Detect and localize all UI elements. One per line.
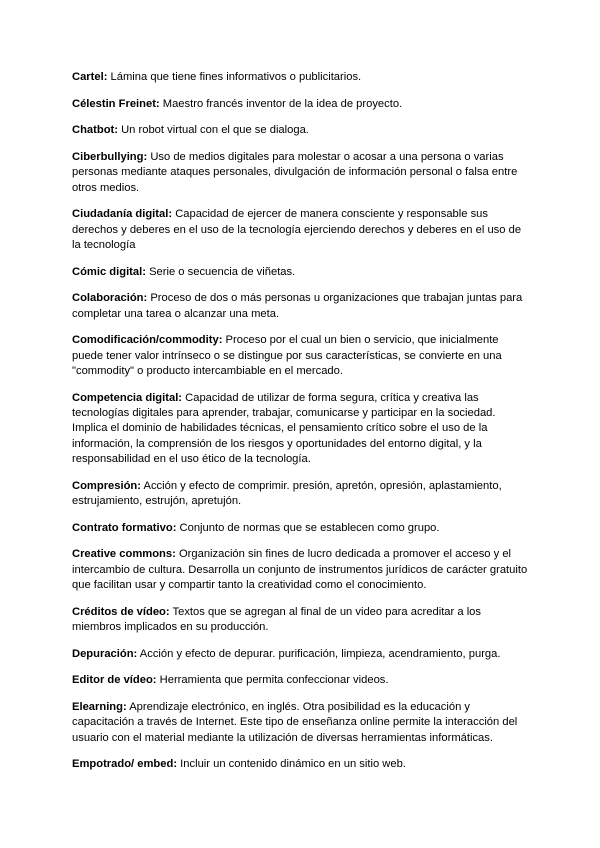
glossary-term: Depuración:	[72, 647, 138, 660]
glossary-entry-empotrado-embed	[72, 757, 528, 772]
glossary-entry-celestin-freinet	[72, 97, 528, 112]
glossary-entry-comodificacion	[72, 333, 528, 379]
glossary-entry-compresion	[72, 479, 528, 510]
glossary-term: Creative commons:	[72, 548, 176, 561]
glossary-definition: Acción y efecto de depurar. purificación, limpieza, acendramiento, purga.	[139, 647, 501, 660]
glossary-entry-colaboracion	[72, 291, 528, 322]
glossary-entry-depuracion	[72, 647, 528, 662]
glossary-entry-editor-de-video	[72, 673, 528, 688]
glossary-entry-creative-commons	[72, 547, 528, 593]
glossary-definition: Herramienta que permita confeccionar videos.	[159, 674, 389, 687]
glossary-definition: Acción y efecto de comprimir. presión, apretón, opresión, aplastamiento, estrujamiento, estrujón, apretujón.	[72, 479, 502, 508]
glossary-definition: Serie o secuencia de viñetas.	[149, 265, 296, 278]
glossary-entry-competencia-digital	[72, 391, 528, 468]
glossary-definition: Incluir un contenido dinámico en un sitio web.	[180, 758, 406, 771]
glossary-definition: Organización sin fines de lucro dedicada a promover el acceso y el intercambio de cultura. Desarrolla un conjunto de instrumentos jurídicos de carácter gratuito que facilitan usar y compartir tanto la creatividad como el conocimiento.	[72, 548, 528, 592]
glossary-term: Ciudadanía digital:	[72, 208, 173, 221]
glossary-term: Ciberbullying:	[72, 150, 148, 163]
glossary-entry-comic-digital	[72, 265, 528, 280]
glossary-term: Colaboración:	[72, 292, 148, 305]
glossary-definition: Uso de medios digitales para molestar o acosar a una persona o varias personas mediante ataques personales, divulgación de información personal o falsa entre otros medios.	[72, 150, 518, 194]
glossary-definition: Lámina que tiene fines informativos o publicitarios.	[110, 71, 362, 83]
glossary-definition: Un robot virtual con el que se dialoga.	[121, 124, 309, 137]
glossary-term: Contrato formativo:	[72, 521, 177, 534]
glossary-term: Cómic digital:	[72, 265, 146, 278]
glossary-definition: Proceso por el cual un bien o servicio, que inicialmente puede tener valor intrínseco o se distingue por sus características, se convierte en una "commodity" o producto intercambiable en el mercado.	[72, 334, 502, 377]
glossary-term: Empotrado/ embed:	[72, 758, 178, 771]
glossary-definition: Capacidad de ejercer de manera consciente y responsable sus derechos y deberes en el uso de la tecnología ejerciendo derechos y deberes en el uso de la tecnología	[72, 208, 522, 251]
glossary-definition: Proceso de dos o más personas u organizaciones que trabajan juntas para completar una tarea o alcanzar una meta.	[72, 292, 523, 320]
glossary-definition: Capacidad de utilizar de forma segura, crítica y creativa las tecnologías digitales para aprender, trabajar, comunicarse y participar en la sociedad. Implica el dominio de habilidades técnicas, el pensamiento crítico sobre el uso de la información, la comprensión de los riesgos y oportunidades del entorno digital, y la responsabilidad en el uso ético de la tecnología.	[72, 391, 496, 466]
glossary-entry-elearning	[72, 700, 528, 746]
glossary-term: Comodificación/commodity:	[72, 334, 223, 347]
glossary-entry-ciudadania-digital	[72, 207, 528, 253]
glossary-definition: Conjunto de normas que se establecen como grupo.	[179, 521, 440, 534]
glossary-term: Elearning:	[72, 701, 127, 713]
glossary-term: Célestin Freinet:	[72, 97, 160, 110]
glossary-definition: Textos que se agregan al final de un video para acreditar a los miembros implicados en su producción.	[72, 605, 481, 634]
glossary-entry-contrato-formativo	[72, 521, 528, 536]
glossary-entry-creditos-de-video	[72, 605, 528, 636]
glossary-entry-ciberbullying	[72, 150, 528, 196]
glossary-term: Créditos de vídeo:	[72, 605, 170, 618]
glossary-entry-chatbot	[72, 123, 528, 138]
glossary-entry-cartel	[72, 70, 528, 85]
glossary-term: Cartel:	[72, 71, 108, 83]
glossary-definition: Maestro francés inventor de la idea de proyecto.	[162, 97, 403, 110]
glossary-page	[72, 70, 528, 784]
glossary-term: Chatbot:	[72, 124, 118, 137]
glossary-term: Compresión:	[72, 479, 141, 492]
glossary-term: Competencia digital:	[72, 391, 183, 404]
glossary-term: Editor de vídeo:	[72, 674, 157, 687]
glossary-definition: Aprendizaje electrónico, en inglés. Otra posibilidad es la educación y capacitación a través de Internet. Este tipo de enseñanza online permite la interacción del usuario con el material mediante la utilización de diversas herramientas informáticas.	[72, 701, 518, 744]
